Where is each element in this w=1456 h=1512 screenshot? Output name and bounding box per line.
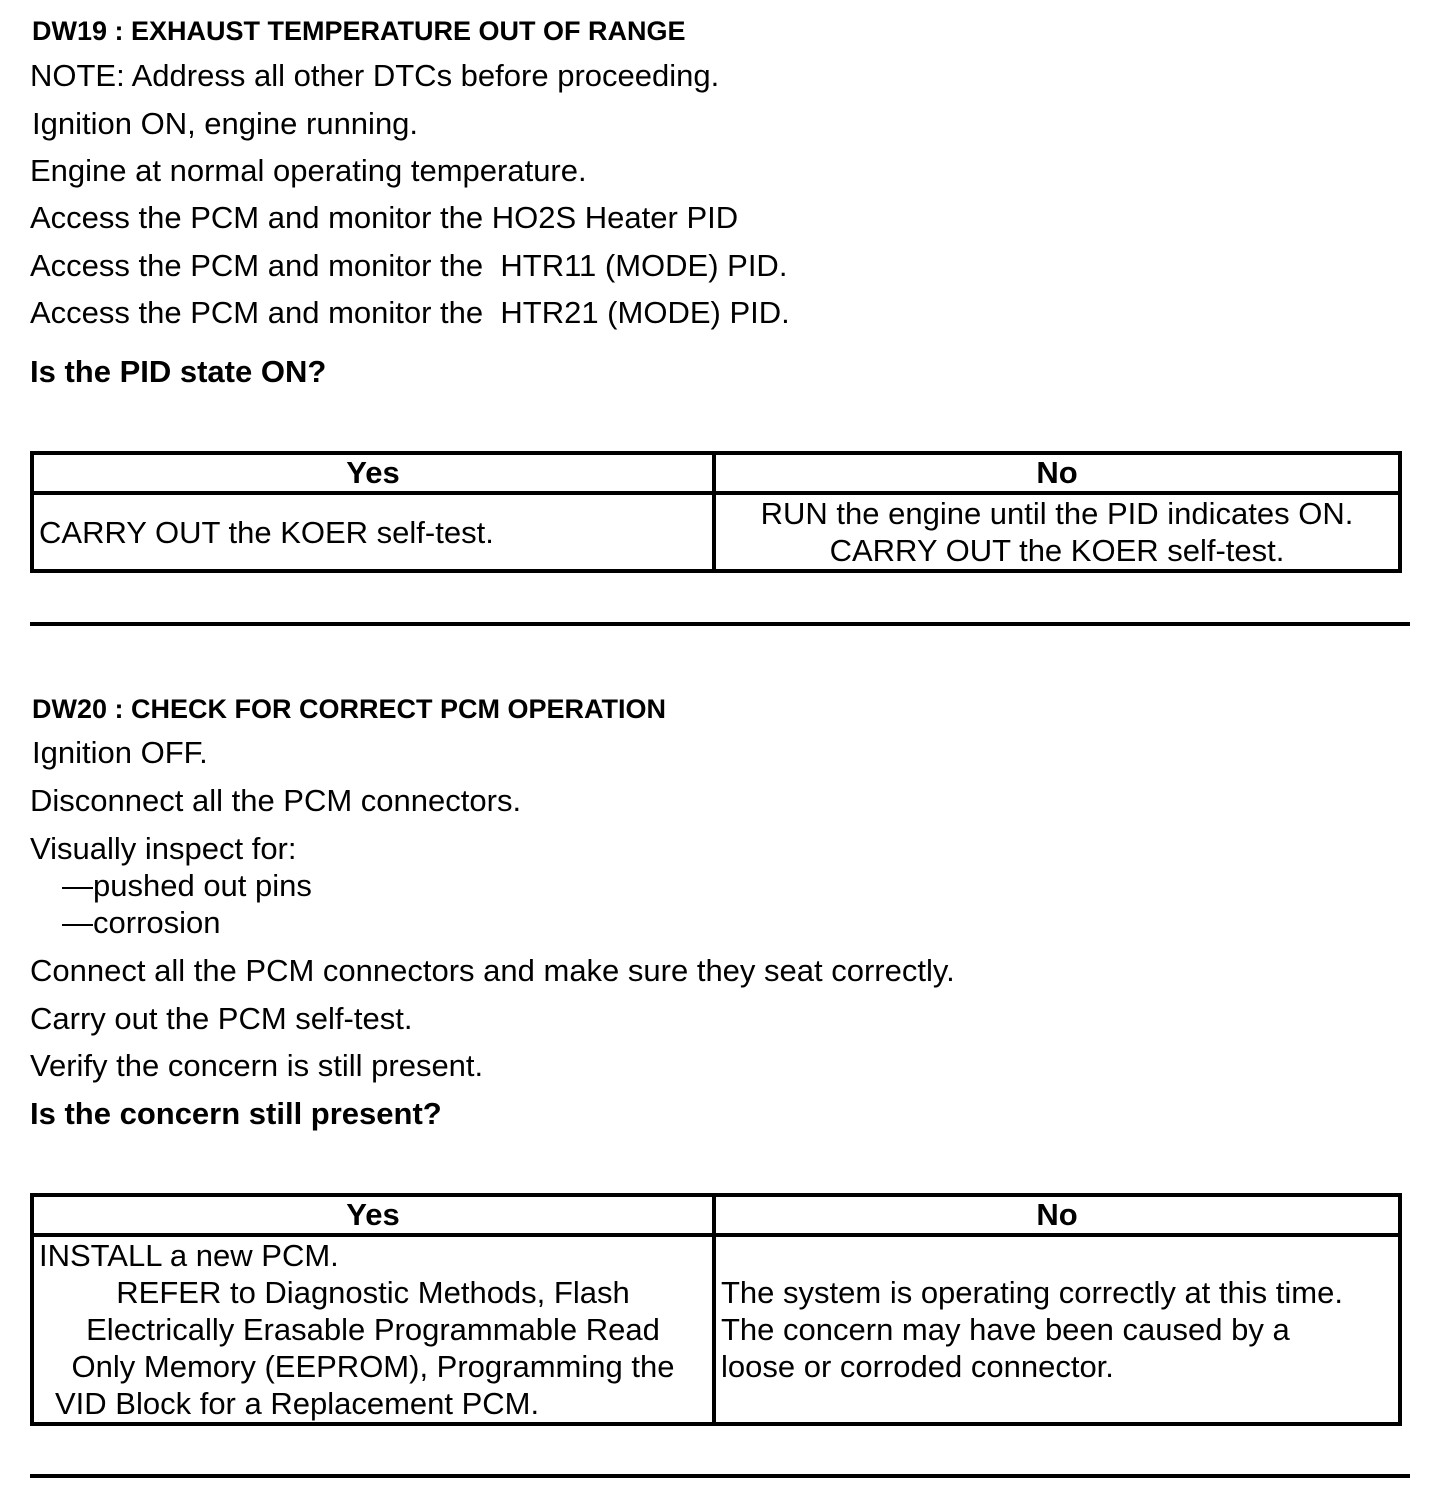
dw19-no-line-1: RUN the engine until the PID indicates ON.	[760, 496, 1354, 531]
dw20-inspect-item-pins: —pushed out pins	[62, 868, 312, 903]
dw20-decision-table	[30, 1193, 1402, 1426]
dw20-question: Is the concern still present?	[30, 1096, 442, 1131]
dw20-yes-cell	[32, 1235, 714, 1424]
dw19-no-line-2: CARRY OUT the KOER self-test.	[829, 533, 1285, 568]
dw20-verify-line: Verify the concern is still present.	[30, 1048, 484, 1083]
section-divider-2	[30, 1474, 1410, 1478]
dw20-no-cell	[714, 1235, 1400, 1424]
dw19-no-header: No	[714, 453, 1400, 493]
dw20-no-line-3: loose or corroded connector.	[721, 1349, 1114, 1384]
dw20-no-header: No	[714, 1195, 1400, 1235]
dw19-htr11-line: Access the PCM and monitor the HTR11 (MODE) PID.	[30, 248, 788, 283]
dw20-selftest-line: Carry out the PCM self-test.	[30, 1001, 413, 1036]
dw20-disconnect-line: Disconnect all the PCM connectors.	[30, 783, 522, 818]
dw20-inspect-item-corrosion: —corrosion	[62, 905, 221, 940]
section-divider-1	[30, 622, 1410, 626]
dw20-yes-line-5: VID Block for a Replacement PCM.	[55, 1386, 540, 1421]
dw20-yes-line-3: Electrically Erasable Programmable Read	[86, 1312, 660, 1347]
dw20-yes-line-1: INSTALL a new PCM.	[39, 1238, 339, 1273]
dw19-yes-cell: CARRY OUT the KOER self-test.	[32, 493, 714, 571]
dw19-decision-table	[30, 451, 1402, 573]
dw20-inspect-line: Visually inspect for:	[30, 831, 297, 866]
dw20-yes-line-4: Only Memory (EEPROM), Programming the	[71, 1349, 675, 1384]
dw19-question: Is the PID state ON?	[30, 354, 327, 389]
dw19-yes-header: Yes	[32, 453, 714, 493]
dw19-ho2s-line: Access the PCM and monitor the HO2S Heater PID	[30, 200, 739, 235]
dw20-no-line-1: The system is operating correctly at this time.	[721, 1275, 1343, 1310]
dw20-ignition-line: Ignition OFF.	[32, 735, 208, 770]
dw20-title: DW20 : CHECK FOR CORRECT PCM OPERATION	[32, 694, 667, 724]
dw19-ignition-line: Ignition ON, engine running.	[32, 106, 419, 141]
dw19-engine-temp-line: Engine at normal operating temperature.	[30, 153, 587, 188]
dw19-htr21-line: Access the PCM and monitor the HTR21 (MODE) PID.	[30, 295, 790, 330]
dw20-no-line-2: The concern may have been caused by a	[721, 1312, 1290, 1347]
dw20-yes-line-2: REFER to Diagnostic Methods, Flash	[116, 1275, 630, 1310]
dw20-connect-line: Connect all the PCM connectors and make sure they seat correctly.	[30, 953, 955, 988]
dw19-note-line: NOTE: Address all other DTCs before proceeding.	[30, 58, 720, 93]
dw19-title: DW19 : EXHAUST TEMPERATURE OUT OF RANGE	[32, 16, 686, 46]
dw19-no-cell	[714, 493, 1400, 571]
dw20-yes-header: Yes	[32, 1195, 714, 1235]
